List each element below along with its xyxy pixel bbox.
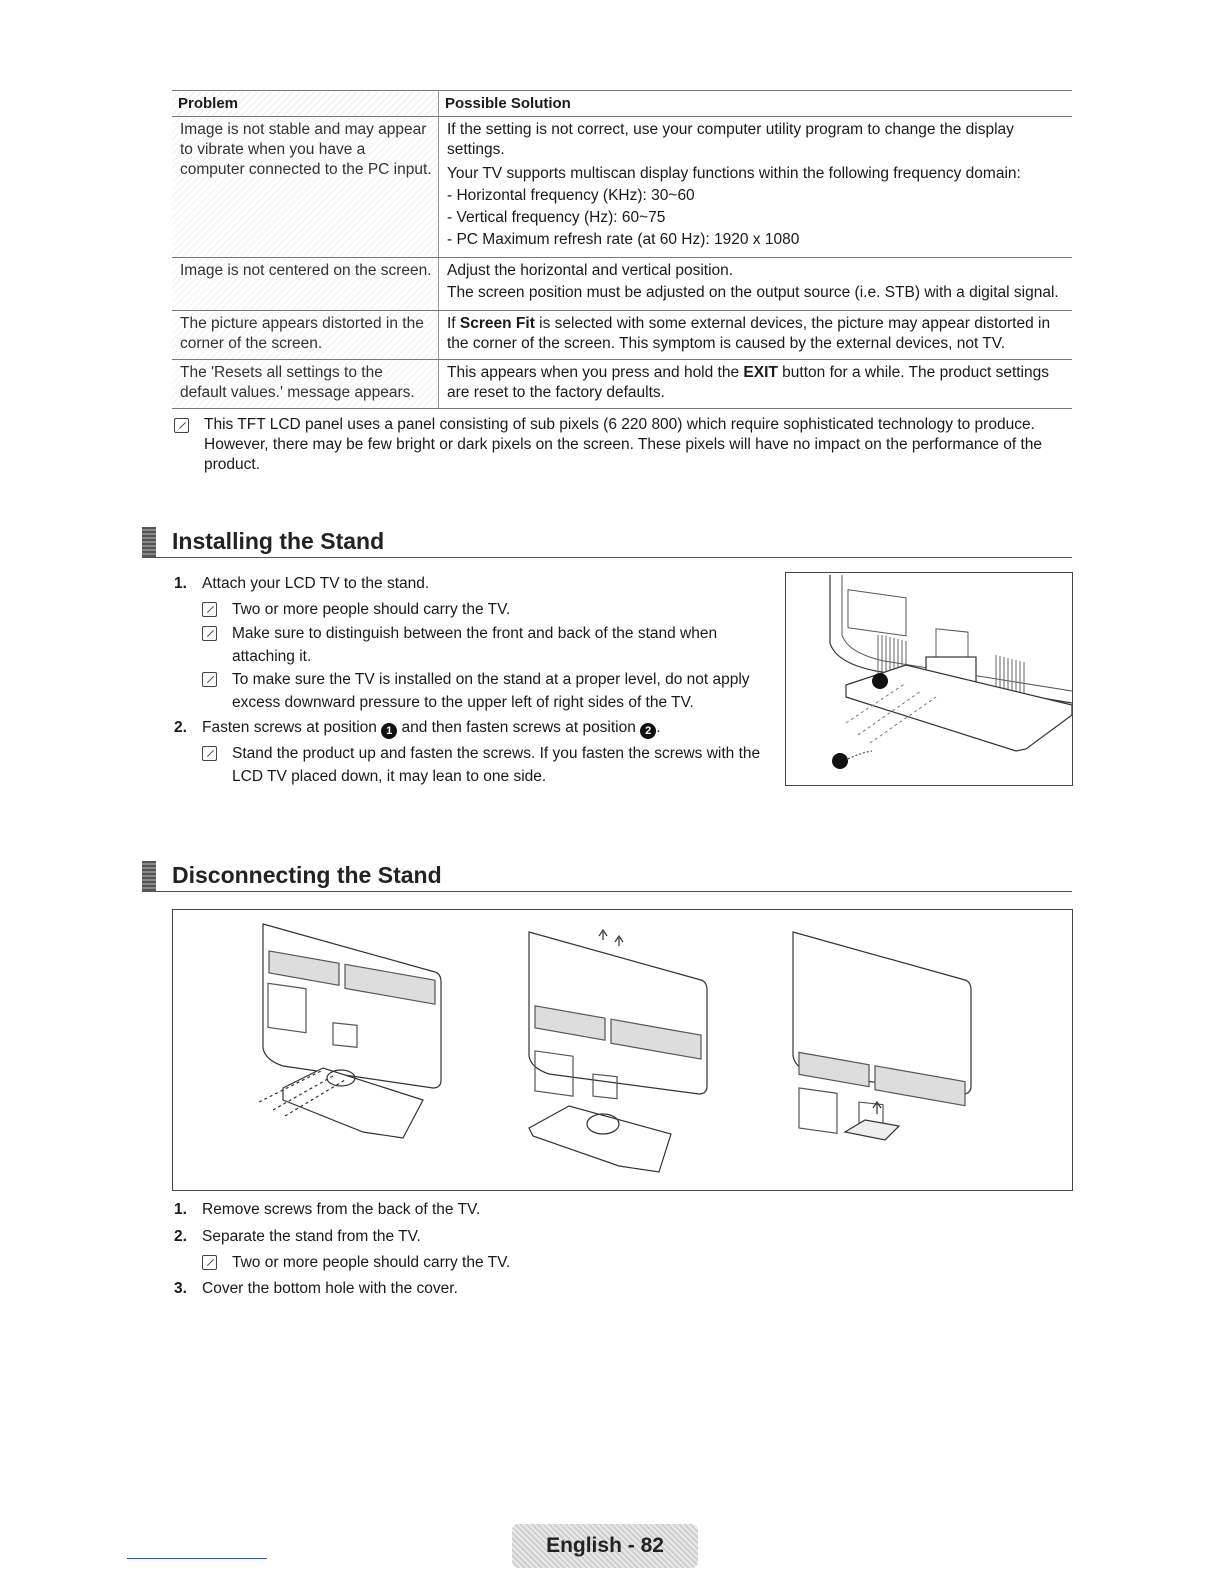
- solution-cell: [439, 117, 1073, 258]
- step-text-part: and then fasten screws at position: [397, 719, 641, 736]
- solution-text: If: [447, 315, 460, 332]
- solution-text: is selected with some external devices, the picture may appear distorted in the corner of the screen. This symptom is caused by the external devices, not TV.: [447, 315, 1051, 352]
- problem-cell: The picture appears distorted in the corner of the screen.: [172, 311, 439, 360]
- step-number: 2.: [174, 719, 187, 736]
- table-row: [172, 258, 1072, 311]
- screen-fit-label: Screen Fit: [459, 315, 535, 332]
- tft-note: [174, 415, 1054, 475]
- solution-line: - Vertical frequency (Hz): 60~75: [447, 209, 666, 226]
- installing-title: Installing the Stand: [172, 528, 385, 554]
- problem-cell: The 'Resets all settings to the default values.' message appears.: [172, 360, 439, 409]
- disconnecting-section-heading: [142, 861, 1072, 892]
- note-icon: [174, 418, 189, 433]
- install-note: [202, 742, 762, 788]
- disconnecting-title: Disconnecting the Stand: [172, 862, 442, 888]
- solution-line: The screen position must be adjusted on the output source (i.e. STB) with a digital signal.: [447, 284, 1059, 301]
- page-number: English - 82: [546, 1534, 664, 1557]
- exit-button-label: EXIT: [743, 364, 778, 381]
- note-icon: [202, 626, 217, 641]
- solution-text: This appears when you press and hold the: [447, 364, 744, 381]
- installing-section-heading: [142, 527, 1072, 558]
- note-icon: [202, 1255, 217, 1270]
- step-number: 1.: [174, 575, 187, 592]
- solution-cell: [439, 258, 1073, 311]
- note-icon: [202, 672, 217, 687]
- disconnect-note: [202, 1251, 702, 1274]
- note-text: To make sure the TV is installed on the stand at a proper level, do not apply excess downward pressure to the upper left of right sides of the TV.: [232, 671, 750, 711]
- tv-with-stand-illustration: [259, 924, 441, 1138]
- solution-line: - Horizontal frequency (KHz): 30~60: [447, 187, 695, 204]
- step-number: 1.: [174, 1201, 187, 1218]
- table-row: [172, 117, 1072, 258]
- step-text: Cover the bottom hole with the cover.: [202, 1280, 458, 1297]
- solution-line: - PC Maximum refresh rate (at 60 Hz): 1920 x 1080: [447, 231, 800, 248]
- problem-cell: Image is not stable and may appear to vibrate when you have a computer connected to the PC input.: [172, 117, 439, 258]
- step-number: 2.: [174, 1228, 187, 1245]
- tv-stand-illustration: [786, 573, 1072, 785]
- section-bar: [142, 527, 156, 557]
- page-number-badge: [512, 1524, 698, 1568]
- note-text: Stand the product up and fasten the screws. If you fasten the screws with the LCD TV placed down, it may lean to one side.: [232, 745, 761, 785]
- header-solution: Possible Solution: [439, 91, 1073, 117]
- section-bar: [142, 861, 156, 891]
- step-text: Remove screws from the back of the TV.: [202, 1201, 481, 1218]
- disconnect-illustration: [173, 910, 1072, 1190]
- table-row: [172, 311, 1072, 360]
- troubleshooting-table: [172, 90, 1072, 409]
- install-note: [202, 622, 762, 668]
- step-text: Separate the stand from the TV.: [202, 1228, 421, 1245]
- solution-cell: [439, 311, 1073, 360]
- position-1-marker-figure: [832, 753, 848, 769]
- disconnect-figure: [172, 909, 1073, 1191]
- note-text: Two or more people should carry the TV.: [232, 1254, 511, 1271]
- footer-rule: [127, 1558, 267, 1559]
- step-text: [202, 718, 661, 739]
- solution-cell: [439, 360, 1073, 409]
- solution-text: button for a while. The product settings are reset to the factory defaults.: [447, 364, 1049, 401]
- note-text: Two or more people should carry the TV.: [232, 601, 511, 618]
- position-2-marker: 2: [640, 723, 656, 739]
- step-text-part: .: [656, 719, 661, 736]
- note-icon: [202, 746, 217, 761]
- install-note: [202, 668, 762, 714]
- solution-line: If the setting is not correct, use your computer utility program to change the display settings.: [447, 121, 1014, 158]
- tv-cover-illustration: [793, 932, 971, 1140]
- problem-cell: Image is not centered on the screen.: [172, 258, 439, 311]
- step-number: 3.: [174, 1280, 187, 1297]
- solution-line: Your TV supports multiscan display functions within the following frequency domain:: [447, 165, 1021, 182]
- position-1-marker: 1: [381, 723, 397, 739]
- note-icon: [202, 602, 217, 617]
- position-2-marker-figure: [872, 673, 888, 689]
- tv-lifted-illustration: [529, 930, 707, 1172]
- tft-note-text: This TFT LCD panel uses a panel consisting of sub pixels (6 220 800) which require sophisticated technology to produce. However, there may be few bright or dark pixels on the screen. These pixels will have no impact on the performance of the product.: [204, 416, 1043, 473]
- install-note: [202, 598, 762, 621]
- note-text: Make sure to distinguish between the front and back of the stand when attaching it.: [232, 625, 718, 665]
- table-row: [172, 360, 1072, 409]
- solution-line: Adjust the horizontal and vertical position.: [447, 262, 734, 279]
- step-text: Attach your LCD TV to the stand.: [202, 575, 430, 592]
- table-header-row: [172, 91, 1072, 117]
- install-figure: [785, 572, 1073, 786]
- header-problem: Problem: [172, 91, 439, 117]
- step-text-part: Fasten screws at position: [202, 719, 382, 736]
